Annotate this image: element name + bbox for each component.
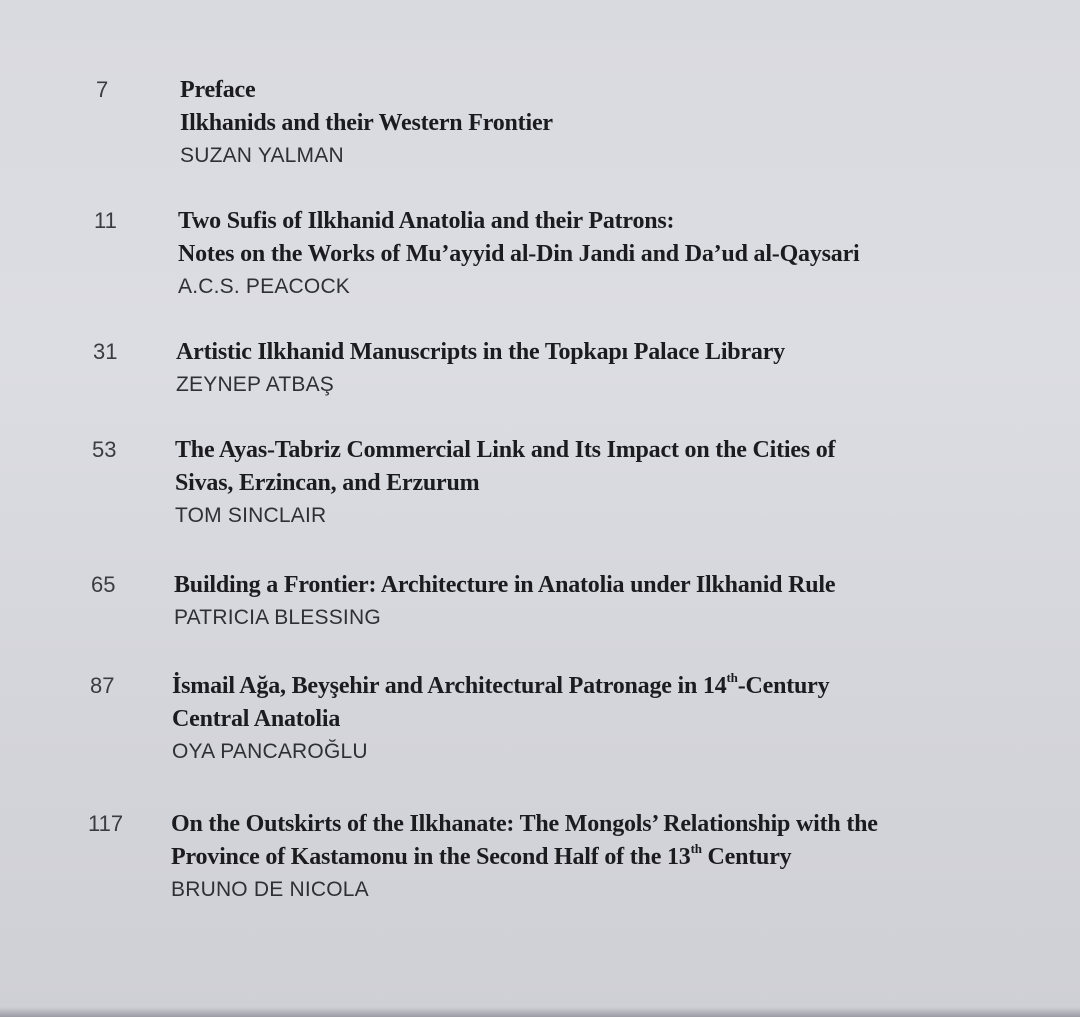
toc-entry-title-text: -Century (737, 673, 830, 699)
toc-entry-title[interactable] (171, 841, 1051, 874)
toc-entry-title[interactable] (172, 670, 1052, 703)
toc-entry-title[interactable]: On the Outskirts of the Ilkhanate: The Mongols’ Relationship with the (171, 811, 878, 837)
ordinal-suffix: th (690, 841, 702, 856)
toc-entry-title[interactable]: Building a Frontier: Architecture in Anatolia under Ilkhanid Rule (174, 572, 836, 598)
page-edge-shadow (0, 1007, 1080, 1017)
toc-page-number: 11 (94, 208, 117, 233)
toc-entry-author: SUZAN YALMAN (180, 144, 344, 167)
toc-entry-title-text: Province of Kastamonu in the Second Half of the 13 (171, 844, 691, 870)
ordinal-suffix: th (726, 670, 738, 685)
toc-page-number: 117 (88, 811, 124, 836)
toc-entry-author: ZEYNEP ATBAŞ (176, 373, 335, 396)
toc-entry-author: OYA PANCAROĞLU (172, 740, 368, 763)
toc-page-number: 65 (91, 572, 116, 597)
toc-entry-author: BRUNO DE NICOLA (171, 878, 369, 901)
toc-page-number: 53 (92, 437, 117, 462)
toc-entry-title[interactable]: Two Sufis of Ilkhanid Anatolia and their Patrons: (178, 208, 675, 234)
toc-entry-author: A.C.S. PEACOCK (178, 275, 351, 298)
toc-entry-title[interactable]: Central Anatolia (172, 706, 341, 732)
toc-entry-title-text: İsmail Ağa, Beyşehir and Architectural Patronage in 14 (172, 673, 727, 699)
toc-page-number: 31 (93, 339, 118, 364)
toc-entry-author: TOM SINCLAIR (175, 504, 327, 527)
toc-entry-title[interactable]: Artistic Ilkhanid Manuscripts in the Topkapı Palace Library (176, 339, 785, 365)
toc-entry-title[interactable]: Sivas, Erzincan, and Erzurum (175, 470, 480, 496)
toc-page-number: 7 (96, 77, 109, 102)
toc-entry-title-text: Century (701, 844, 792, 870)
toc-entry-title[interactable]: The Ayas-Tabriz Commercial Link and Its Impact on the Cities of (175, 437, 836, 463)
toc-entry-author: PATRICIA BLESSING (174, 606, 381, 629)
toc-entry-title[interactable]: Notes on the Works of Mu’ayyid al-Din Jandi and Da’ud al-Qaysari (178, 241, 860, 267)
toc-page-number: 87 (90, 673, 115, 698)
toc-entry-title[interactable]: Ilkhanids and their Western Frontier (180, 110, 553, 136)
toc-entry-title[interactable]: Preface (180, 77, 256, 103)
